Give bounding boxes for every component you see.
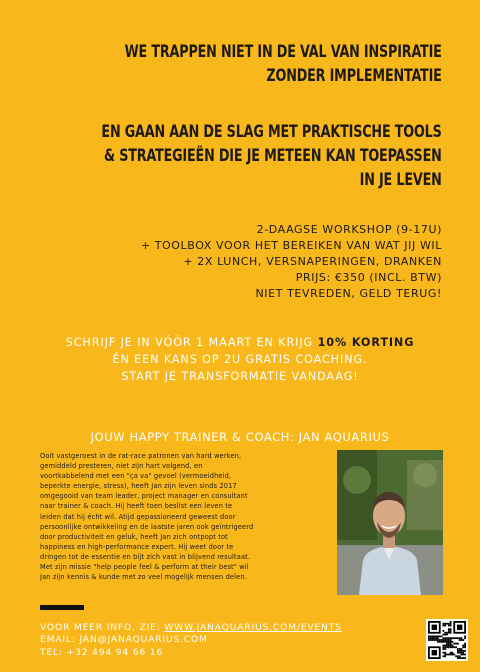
bio-line: leiden dat hij écht wil. Atijd gepassioneerd geweest door — [40, 512, 236, 521]
bio-line: Ooit vastgeroest in de rat-race patronen van hard werken, — [40, 452, 242, 460]
qr-code-icon — [428, 621, 466, 659]
discount-highlight: 10% KORTING — [317, 336, 415, 349]
bio-line: Met zijn missie "help people feel & perform at their best" wil — [40, 563, 249, 572]
offer-line-2: ÉN EEN KANS OP 2U GRATIS COACHING. — [112, 353, 368, 366]
headline-line: WE TRAPPEN NIET IN DE VAL VAN INSPIRATIE — [124, 42, 442, 61]
offer-text: SCHRIJF JE IN VÓÓR 1 MAART EN KRIJG — [65, 336, 318, 349]
bio-line: voortkabbelend met een "ça va" gevoel (vermoeidheid, — [40, 472, 232, 481]
info-line: NIET TEVREDEN, GELD TERUG! — [255, 287, 442, 300]
info-line: + TOOLBOX VOOR HET BEREIKEN VAN WAT JIJ WIL — [140, 239, 442, 252]
info-label: VOOR MEER INFO, ZIE: — [40, 622, 165, 633]
headline-line: EN GAAN AAN DE SLAG MET PRAKTISCHE TOOLS — [101, 122, 442, 141]
headline-primary — [125, 40, 442, 88]
bio-line: persoonlijke ontwikkeling en de laatste jaren ook geïntrigeerd — [40, 522, 254, 531]
contact-block — [40, 622, 342, 659]
coach-bio — [40, 451, 330, 582]
bio-line: dringen tot de essentie en bijt zich vast in blijvend resultaat. — [40, 552, 251, 561]
info-link-line — [40, 622, 342, 634]
coach-title: JOUW HAPPY TRAINER & COACH: JAN AQUARIUS — [90, 430, 390, 444]
info-line: 2-DAAGSE WORKSHOP (9-17U) — [256, 223, 442, 236]
bio-line: gemiddeld presteren, niet zijn hart volgend, en — [40, 462, 203, 471]
email-line: EMAIL: JAN@JANAQUARIUS.COM — [40, 634, 208, 646]
headline-line: ZONDER IMPLEMENTATIE — [266, 66, 442, 85]
workshop-info — [141, 222, 442, 302]
bio-line: beperkte energie, stress), heeft Jan zijn leven sinds 2017 — [40, 482, 237, 491]
headline-line: & STRATEGIEËN DIE JE METEEN KAN TOEPASSEN — [104, 146, 443, 165]
headline-line: IN JE LEVEN — [359, 170, 442, 189]
offer-line-1 — [0, 334, 480, 351]
coach-portrait-icon — [337, 450, 443, 595]
bio-line: omgegooid van team leader, project manager en consultant — [40, 492, 248, 501]
qr-code[interactable] — [426, 619, 468, 661]
events-link[interactable]: WWW.JANAQUARIUS.COM/EVENTS — [164, 622, 342, 633]
info-line: + 2X LUNCH, VERSNAPERINGEN, DRANKEN — [183, 255, 442, 268]
phone-line: TEL: +32 494 94 66 16 — [40, 646, 164, 658]
bio-line: naar trainer & coach. Hij heeft toen beslist een leven te — [40, 502, 233, 511]
bio-line: Jan zijn kennis & kunde met zo veel mogelijk mensen delen. — [40, 573, 247, 582]
offer-block — [0, 334, 480, 385]
divider — [40, 605, 84, 610]
headline-secondary — [102, 120, 442, 192]
offer-line-3: START JE TRANSFORMATIE VANDAAG! — [121, 370, 359, 383]
bio-line: happiness en high-performance expert. Hij weet door te — [40, 542, 234, 551]
bio-line: door productiviteit en geluk, heeft Jan zich ontpopt tot — [40, 532, 228, 541]
coach-photo — [337, 450, 443, 595]
info-line: PRIJS: €350 (INCL. BTW) — [295, 271, 442, 284]
